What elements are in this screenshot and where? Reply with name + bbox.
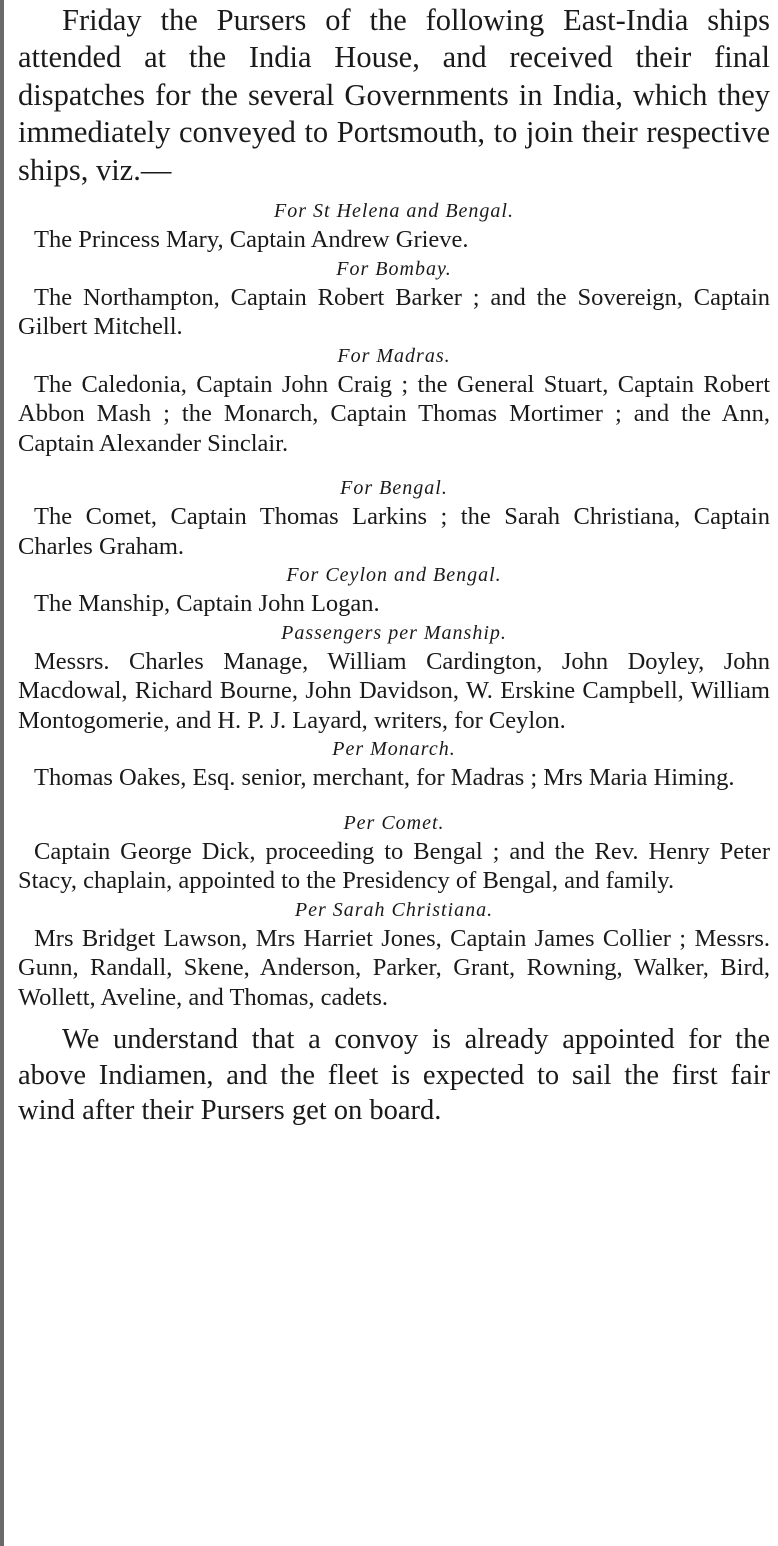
heading-madras: For Madras. xyxy=(337,344,451,367)
heading-ceylon-bengal: For Ceylon and Bengal. xyxy=(286,564,502,587)
entry-ceylon-bengal: The Manship, Captain John Logan. xyxy=(34,590,380,618)
entry-per-comet: Captain George Dick, proceeding to Bengal ; and the Rev. Henry Peter Stacy, chaplain, appointed to the Presidency of Bengal, and family. xyxy=(18,837,770,895)
entry-per-monarch: Thomas Oakes, Esq. senior, merchant, for Madras ; Mrs Maria Himing. xyxy=(34,764,735,792)
heading-per-comet: Per Comet. xyxy=(343,811,445,834)
article-column xyxy=(18,2,770,1129)
intro-paragraph: Friday the Pursers of the following East-India ships attended at the India House, and received their final dispatches for the several Governments in India, which they immediately conveyed to Portsmouth, to join their respective ships, viz.— xyxy=(18,3,770,187)
entry-bengal: The Comet, Captain Thomas Larkins ; the Sarah Christiana, Captain Charles Graham. xyxy=(18,503,770,560)
entry-madras: The Caledonia, Captain John Craig ; the General Stuart, Captain Robert Abbon Mash ; the Monarch, Captain Thomas Mortimer ; and the Ann, Captain Alexander Sinclair. xyxy=(18,370,770,457)
closing-paragraph: We understand that a convoy is already appointed for the above Indiamen, and the fleet is expected to sail the first fair wind after their Pursers get on board. xyxy=(18,1024,770,1127)
heading-bombay: For Bombay. xyxy=(336,257,452,280)
heading-bengal: For Bengal. xyxy=(340,477,448,500)
entry-bombay: The Northampton, Captain Robert Barker ; and the Sovereign, Captain Gilbert Mitchell. xyxy=(18,283,770,341)
heading-passengers-manship: Passengers per Manship. xyxy=(281,621,507,644)
heading-per-monarch: Per Monarch. xyxy=(332,738,456,761)
heading-per-sarah-christiana: Per Sarah Christiana. xyxy=(294,898,494,921)
entry-passengers-manship: Messrs. Charles Manage, William Cardington, John Doyley, John Macdowal, Richard Bourne, John Davidson, W. Erskine Campbell, William Montogomerie, and H. P. J. Layard, writers, for Ceylon. xyxy=(18,647,770,734)
entry-st-helena-bengal: The Princess Mary, Captain Andrew Grieve. xyxy=(34,226,469,254)
column-rule xyxy=(0,0,4,1546)
heading-st-helena-bengal: For St Helena and Bengal. xyxy=(274,200,514,223)
entry-per-sarah-christiana: Mrs Bridget Lawson, Mrs Harriet Jones, Captain James Collier ; Messrs. Gunn, Randall, Skene, Anderson, Parker, Grant, Rowning, Walker, Bird, Wollett, Aveline, and Thomas, cadets. xyxy=(18,924,770,1011)
